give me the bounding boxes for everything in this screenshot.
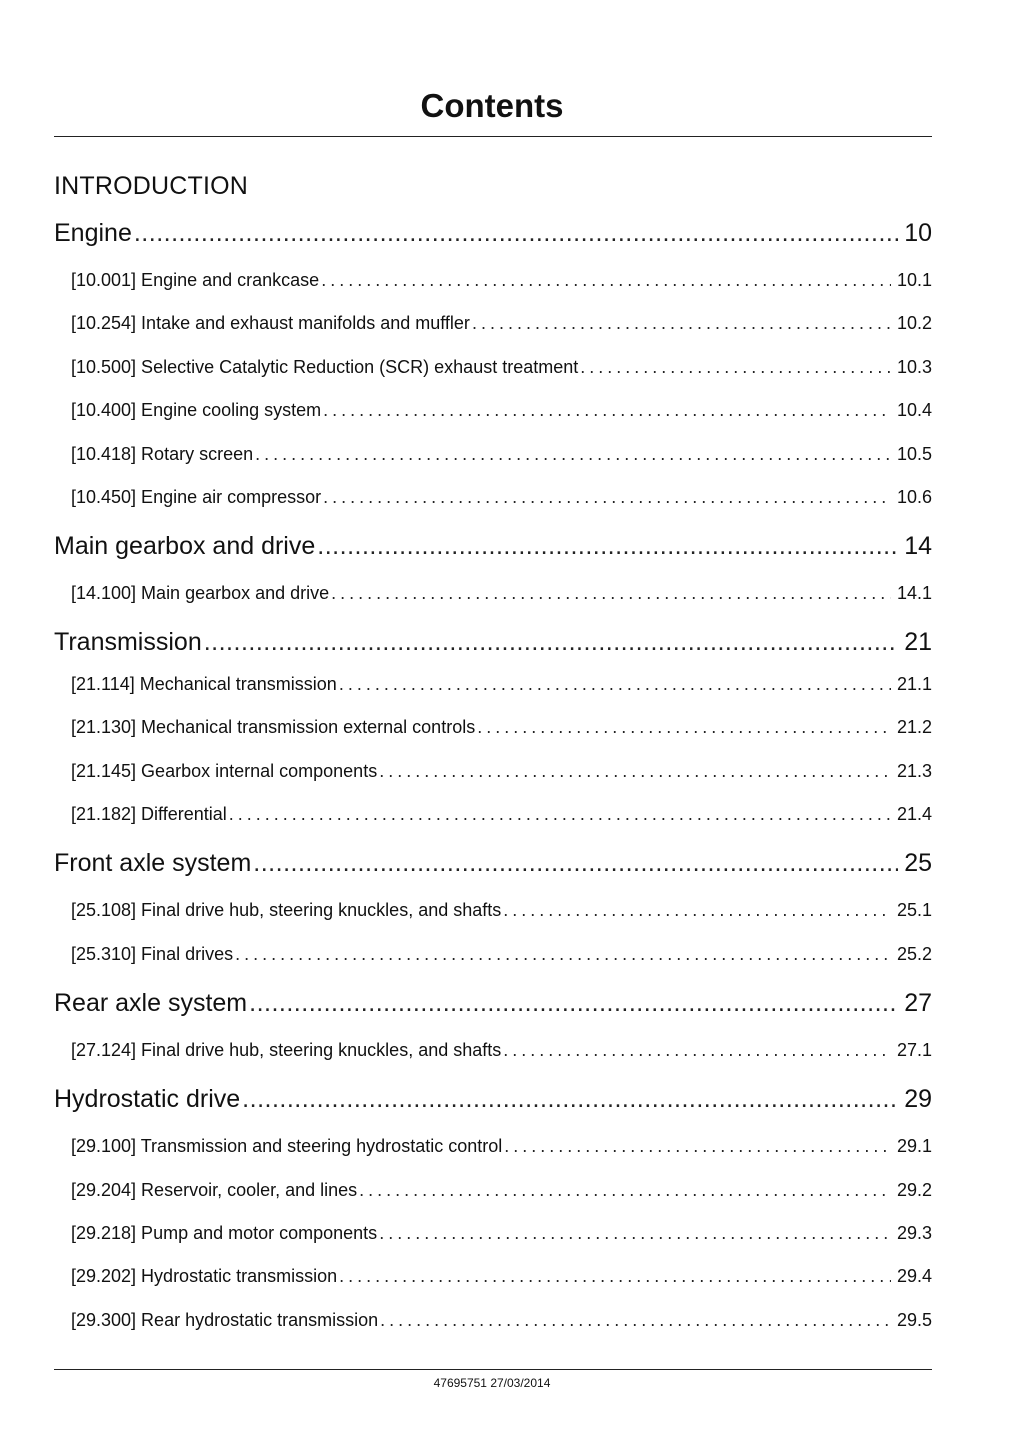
toc-item[interactable] <box>71 1220 932 1246</box>
toc-section-transmission[interactable] <box>54 624 932 660</box>
toc-section-title: Engine <box>54 219 132 247</box>
toc-item-page: 29.1 <box>896 1136 932 1156</box>
toc-item[interactable] <box>71 397 932 423</box>
toc-item[interactable] <box>71 941 932 967</box>
header-divider <box>54 136 932 137</box>
dot-leader <box>472 310 891 336</box>
dot-leader <box>204 624 898 660</box>
toc-item-label: [10.400] Engine cooling system <box>71 400 322 420</box>
toc-item-page: 25.2 <box>896 944 932 964</box>
toc-item[interactable] <box>71 441 932 467</box>
toc-item[interactable] <box>71 484 932 510</box>
toc-item[interactable] <box>71 897 932 923</box>
toc-item-page: 14.1 <box>896 583 932 603</box>
dot-leader <box>134 215 898 251</box>
toc-item[interactable] <box>71 354 932 380</box>
toc-item-label: [21.130] Mechanical transmission external controls <box>71 717 476 737</box>
toc-item-page: 21.4 <box>896 804 932 824</box>
toc-item[interactable] <box>71 1037 932 1063</box>
toc-item[interactable] <box>71 714 932 740</box>
dot-leader <box>235 941 891 967</box>
dot-leader <box>503 1037 891 1063</box>
toc-item-page: 25.1 <box>896 900 932 920</box>
dot-leader <box>229 801 891 827</box>
toc-section-page: 29 <box>904 1085 932 1113</box>
dot-leader <box>380 1307 891 1333</box>
page-title: Contents <box>420 87 564 124</box>
dot-leader <box>359 1177 891 1203</box>
toc-item-label: [10.450] Engine air compressor <box>71 487 322 507</box>
toc-section-page: 27 <box>904 989 932 1017</box>
dot-leader <box>504 1133 891 1159</box>
toc-item-label: [29.204] Reservoir, cooler, and lines <box>71 1180 358 1200</box>
toc-item[interactable] <box>71 1263 932 1289</box>
toc-item-page: 10.1 <box>896 270 932 290</box>
toc-item-label: [29.300] Rear hydrostatic transmission <box>71 1310 379 1330</box>
toc-section-title: Transmission <box>54 628 202 656</box>
footer-doc-id-date: 47695751 27/03/2014 <box>433 1376 551 1390</box>
toc-introduction[interactable]: INTRODUCTION <box>54 172 249 200</box>
toc-section-engine[interactable] <box>54 215 932 251</box>
toc-item-label: [27.124] Final drive hub, steering knuckles, and shafts <box>71 1040 502 1060</box>
dot-leader <box>249 985 898 1021</box>
toc-item[interactable] <box>71 1133 932 1159</box>
toc-item[interactable] <box>71 671 932 697</box>
dot-leader <box>379 1220 891 1246</box>
toc-item-label: [21.182] Differential <box>71 804 227 824</box>
toc-item-page: 29.5 <box>896 1310 932 1330</box>
toc-item[interactable] <box>71 801 932 827</box>
toc-section-title: Rear axle system <box>54 989 248 1017</box>
dot-leader <box>323 397 891 423</box>
dot-leader <box>339 1263 891 1289</box>
dot-leader <box>323 484 891 510</box>
dot-leader <box>477 714 891 740</box>
footer-divider <box>54 1369 932 1370</box>
toc-item-page: 21.1 <box>896 674 932 694</box>
toc-section-title: Hydrostatic drive <box>54 1085 241 1113</box>
dot-leader <box>242 1081 898 1117</box>
toc-item-page: 10.2 <box>896 313 932 333</box>
toc-item-page: 10.5 <box>896 444 932 464</box>
toc-item[interactable] <box>71 1177 932 1203</box>
toc-item-label: [25.310] Final drives <box>71 944 234 964</box>
toc-item-page: 10.4 <box>896 400 932 420</box>
toc-item[interactable] <box>71 1307 932 1333</box>
toc-section-title: Main gearbox and drive <box>54 532 316 560</box>
toc-item-page: 10.6 <box>896 487 932 507</box>
dot-leader <box>503 897 891 923</box>
toc-item-label: [10.418] Rotary screen <box>71 444 254 464</box>
toc-item-label: [29.100] Transmission and steering hydrostatic control <box>71 1136 503 1156</box>
dot-leader <box>331 580 891 606</box>
dot-leader <box>379 758 891 784</box>
toc-item-label: [25.108] Final drive hub, steering knuckles, and shafts <box>71 900 502 920</box>
dot-leader <box>255 441 891 467</box>
toc-section-page: 25 <box>904 849 932 877</box>
toc-item-label: [29.218] Pump and motor components <box>71 1223 378 1243</box>
toc-section-main-gearbox[interactable] <box>54 528 932 564</box>
toc-item-page: 29.3 <box>896 1223 932 1243</box>
toc-item-page: 27.1 <box>896 1040 932 1060</box>
toc-section-title: Front axle system <box>54 849 252 877</box>
toc-section-hydrostatic-drive[interactable] <box>54 1081 932 1117</box>
toc-item[interactable] <box>71 310 932 336</box>
toc-item-page: 29.2 <box>896 1180 932 1200</box>
toc-item[interactable] <box>71 267 932 293</box>
toc-item-label: [21.114] Mechanical transmission <box>71 674 337 694</box>
toc-item-page: 29.4 <box>896 1266 932 1286</box>
toc-item-label: [29.202] Hydrostatic transmission <box>71 1266 338 1286</box>
toc-section-page: 14 <box>904 532 932 560</box>
toc-item-label: [14.100] Main gearbox and drive <box>71 583 330 603</box>
dot-leader <box>580 354 891 380</box>
toc-item-page: 21.2 <box>896 717 932 737</box>
toc-item-page: 10.3 <box>896 357 932 377</box>
toc-section-page: 10 <box>904 219 932 247</box>
toc-item-label: [21.145] Gearbox internal components <box>71 761 378 781</box>
toc-item-label: [10.500] Selective Catalytic Reduction (SCR) exhaust treatment <box>71 357 579 377</box>
dot-leader <box>339 671 891 697</box>
toc-item[interactable] <box>71 580 932 606</box>
dot-leader <box>253 845 898 881</box>
toc-item[interactable] <box>71 758 932 784</box>
dot-leader <box>321 267 891 293</box>
toc-item-label: [10.254] Intake and exhaust manifolds and muffler <box>71 313 470 333</box>
toc-section-front-axle[interactable] <box>54 845 932 881</box>
dot-leader <box>317 528 898 564</box>
toc-item-label: [10.001] Engine and crankcase <box>71 270 320 290</box>
toc-section-page: 21 <box>904 628 932 656</box>
toc-item-page: 21.3 <box>896 761 932 781</box>
toc-section-rear-axle[interactable] <box>54 985 932 1021</box>
